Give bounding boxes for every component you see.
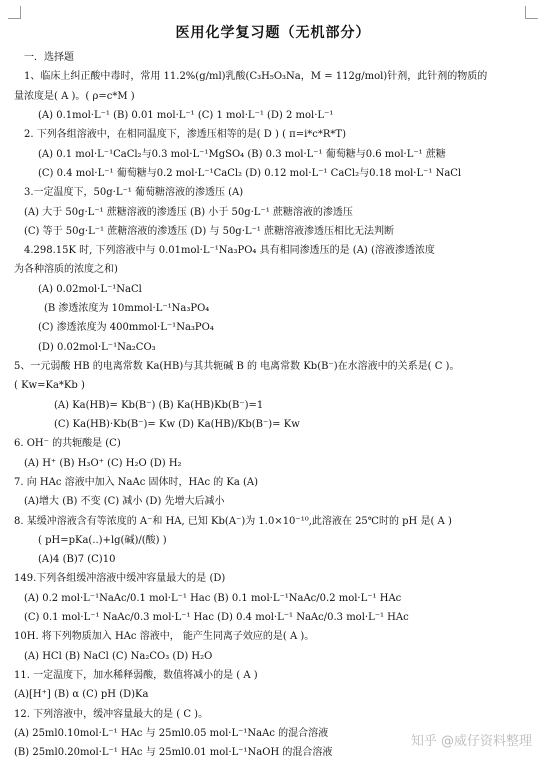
document-line: 1、临床上纠正酸中毒时，常用 11.2%(g/ml)乳酸(C₃H₅O₃Na，M = 112g/mol)针剂，此针剂的物质的	[24, 71, 488, 83]
document-line: 一．选择题	[24, 52, 74, 63]
document-line: (D) 0.02mol·L⁻¹Na₂CO₃	[38, 341, 156, 353]
document-line: (C) 等于 50g·L⁻¹ 蔗糖溶液的渗透压 (D) 与 50g·L⁻¹ 蔗糖溶液渗透压相比无法判断	[24, 225, 394, 237]
document-line: (A) Ka(HB)= Kb(B⁻) (B) Ka(HB)Kb(B⁻)=1	[54, 399, 264, 411]
document-line: 8. 某缓冲溶液含有等浓度的 A⁻和 HA, 已知 Kb(A⁻)为 1.0×10⁻¹⁰,此溶液在 25℃时的 pH 是( A )	[14, 515, 452, 527]
document-line: 10H. 将下列物质加入 HAc 溶液中， 能产生同离子效应的是( A )。	[14, 631, 315, 643]
document-line: (A) HCl (B) NaCl (C) Na₂CO₃ (D) H₂O	[24, 650, 213, 662]
document-line: (A) H⁺ (B) H₃O⁺ (C) H₂O (D) H₂	[24, 457, 182, 469]
document-line: 11. 一定温度下，加水稀释弱酸，数值将减小的是 ( A )	[14, 670, 258, 681]
document-line: (C) 渗透浓度为 400mmol·L⁻¹Na₃PO₄	[38, 322, 214, 334]
page-corner-mark-top-left	[8, 6, 21, 19]
document-line: (A) 25ml0.10mol·L⁻¹ HAc 与 25ml0.05 mol·L⁻¹NaAc 的混合溶液	[14, 727, 329, 739]
document-line: ( pH=pKa(..)+lg(碱)/(酸) )	[38, 534, 167, 546]
document-line: 5、一元弱酸 HB 的电离常数 Ka(HB)与其共轭碱 B 的 电离常数 Kb(B⁻)在水溶液中的关系是( C )。	[14, 361, 460, 372]
document-line: (A) 0.02mol·L⁻¹NaCl	[38, 283, 142, 295]
document-line: (A) 0.1 mol·L⁻¹CaCl₂与0.3 mol·L⁻¹MgSO₄ (B) 0.3 mol·L⁻¹ 葡萄糖与0.6 mol·L⁻¹ 蔗糖	[38, 148, 446, 160]
document-line: (B 渗透浓度为 10mmol·L⁻¹Na₃PO₄	[44, 303, 210, 315]
document-line: 12. 下列溶液中，缓冲容量最大的是 ( C )。	[14, 708, 209, 720]
document-line: 量浓度是( A )。( ρ=c*M )	[14, 90, 135, 102]
document-line: (C) 0.4 mol·L⁻¹ 葡萄糖与0.2 mol·L⁻¹CaCl₂ (D) 0.12 mol·L⁻¹ CaCl₂与0.18 mol·L⁻¹ NaCl	[38, 167, 462, 179]
document-title: 医用化学复习题（无机部分）	[175, 25, 371, 41]
document-line: 2. 下列各组溶液中，在相同温度下，渗透压相等的是( D ) ( π=i*c*R*T)	[24, 129, 347, 141]
document-line: 为各种溶质的浓度之和)	[14, 264, 118, 276]
document-line: ( Kw=Ka*Kb )	[14, 380, 85, 392]
question-list	[0, 48, 546, 763]
document-line: 3.一定温度下，50g·L⁻¹ 葡萄糖溶液的渗透压 (A)	[24, 187, 244, 199]
document-line: (A) 大于 50g·L⁻¹ 蔗糖溶液的渗透压 (B) 小于 50g·L⁻¹ 蔗糖溶液的渗透压	[24, 206, 353, 218]
document-line: (A) 0.1mol·L⁻¹ (B) 0.01 mol·L⁻¹ (C) 1 mol·L⁻¹ (D) 2 mol·L⁻¹	[38, 109, 334, 121]
document-line: 4.298.15K 时, 下列溶液中与 0.01mol·L⁻¹Na₃PO₄ 具有相同渗透压的是 (A) (溶液渗透浓度	[24, 245, 435, 257]
document-line: 7. 向 HAc 溶液中加入 NaAc 固体时，HAc 的 Ka (A)	[14, 476, 259, 488]
document-line: (A)[H⁺] (B) α (C) pH (D)Ka	[14, 689, 149, 701]
document-line: (C) Ka(HB)·Kb(B⁻)= Kw (D) Ka(HB)/Kb(B⁻)= Kw	[54, 418, 300, 430]
document-line: (A) 0.2 mol·L⁻¹NaAc/0.1 mol·L⁻¹ Hac (B) 0.1 mol·L⁻¹NaAc/0.2 mol·L⁻¹ HAc	[24, 592, 402, 604]
page-corner-mark-top-right	[525, 6, 538, 19]
document-line: (A)4 (B)7 (C)10	[38, 554, 116, 566]
document-line: 6. OH⁻ 的共轭酸是 (C)	[14, 438, 121, 450]
document-line: (A)增大 (B) 不变 (C) 减小 (D) 先增大后减小	[24, 496, 225, 508]
watermark-text: 知乎 @威仔资料整理	[410, 734, 532, 749]
document-line: (B) 25ml0.20mol·L⁻¹ HAc 与 25ml0.01 mol·L⁻¹NaOH 的混合溶液	[14, 747, 333, 759]
document-line: 149.下列各组缓冲溶液中缓冲容量最大的是 (D)	[14, 573, 226, 585]
document-line: (C) 0.1 mol·L⁻¹ NaAc/0.3 mol·L⁻¹ Hac (D) 0.4 mol·L⁻¹ NaAc/0.3 mol·L⁻¹ HAc	[24, 612, 409, 624]
